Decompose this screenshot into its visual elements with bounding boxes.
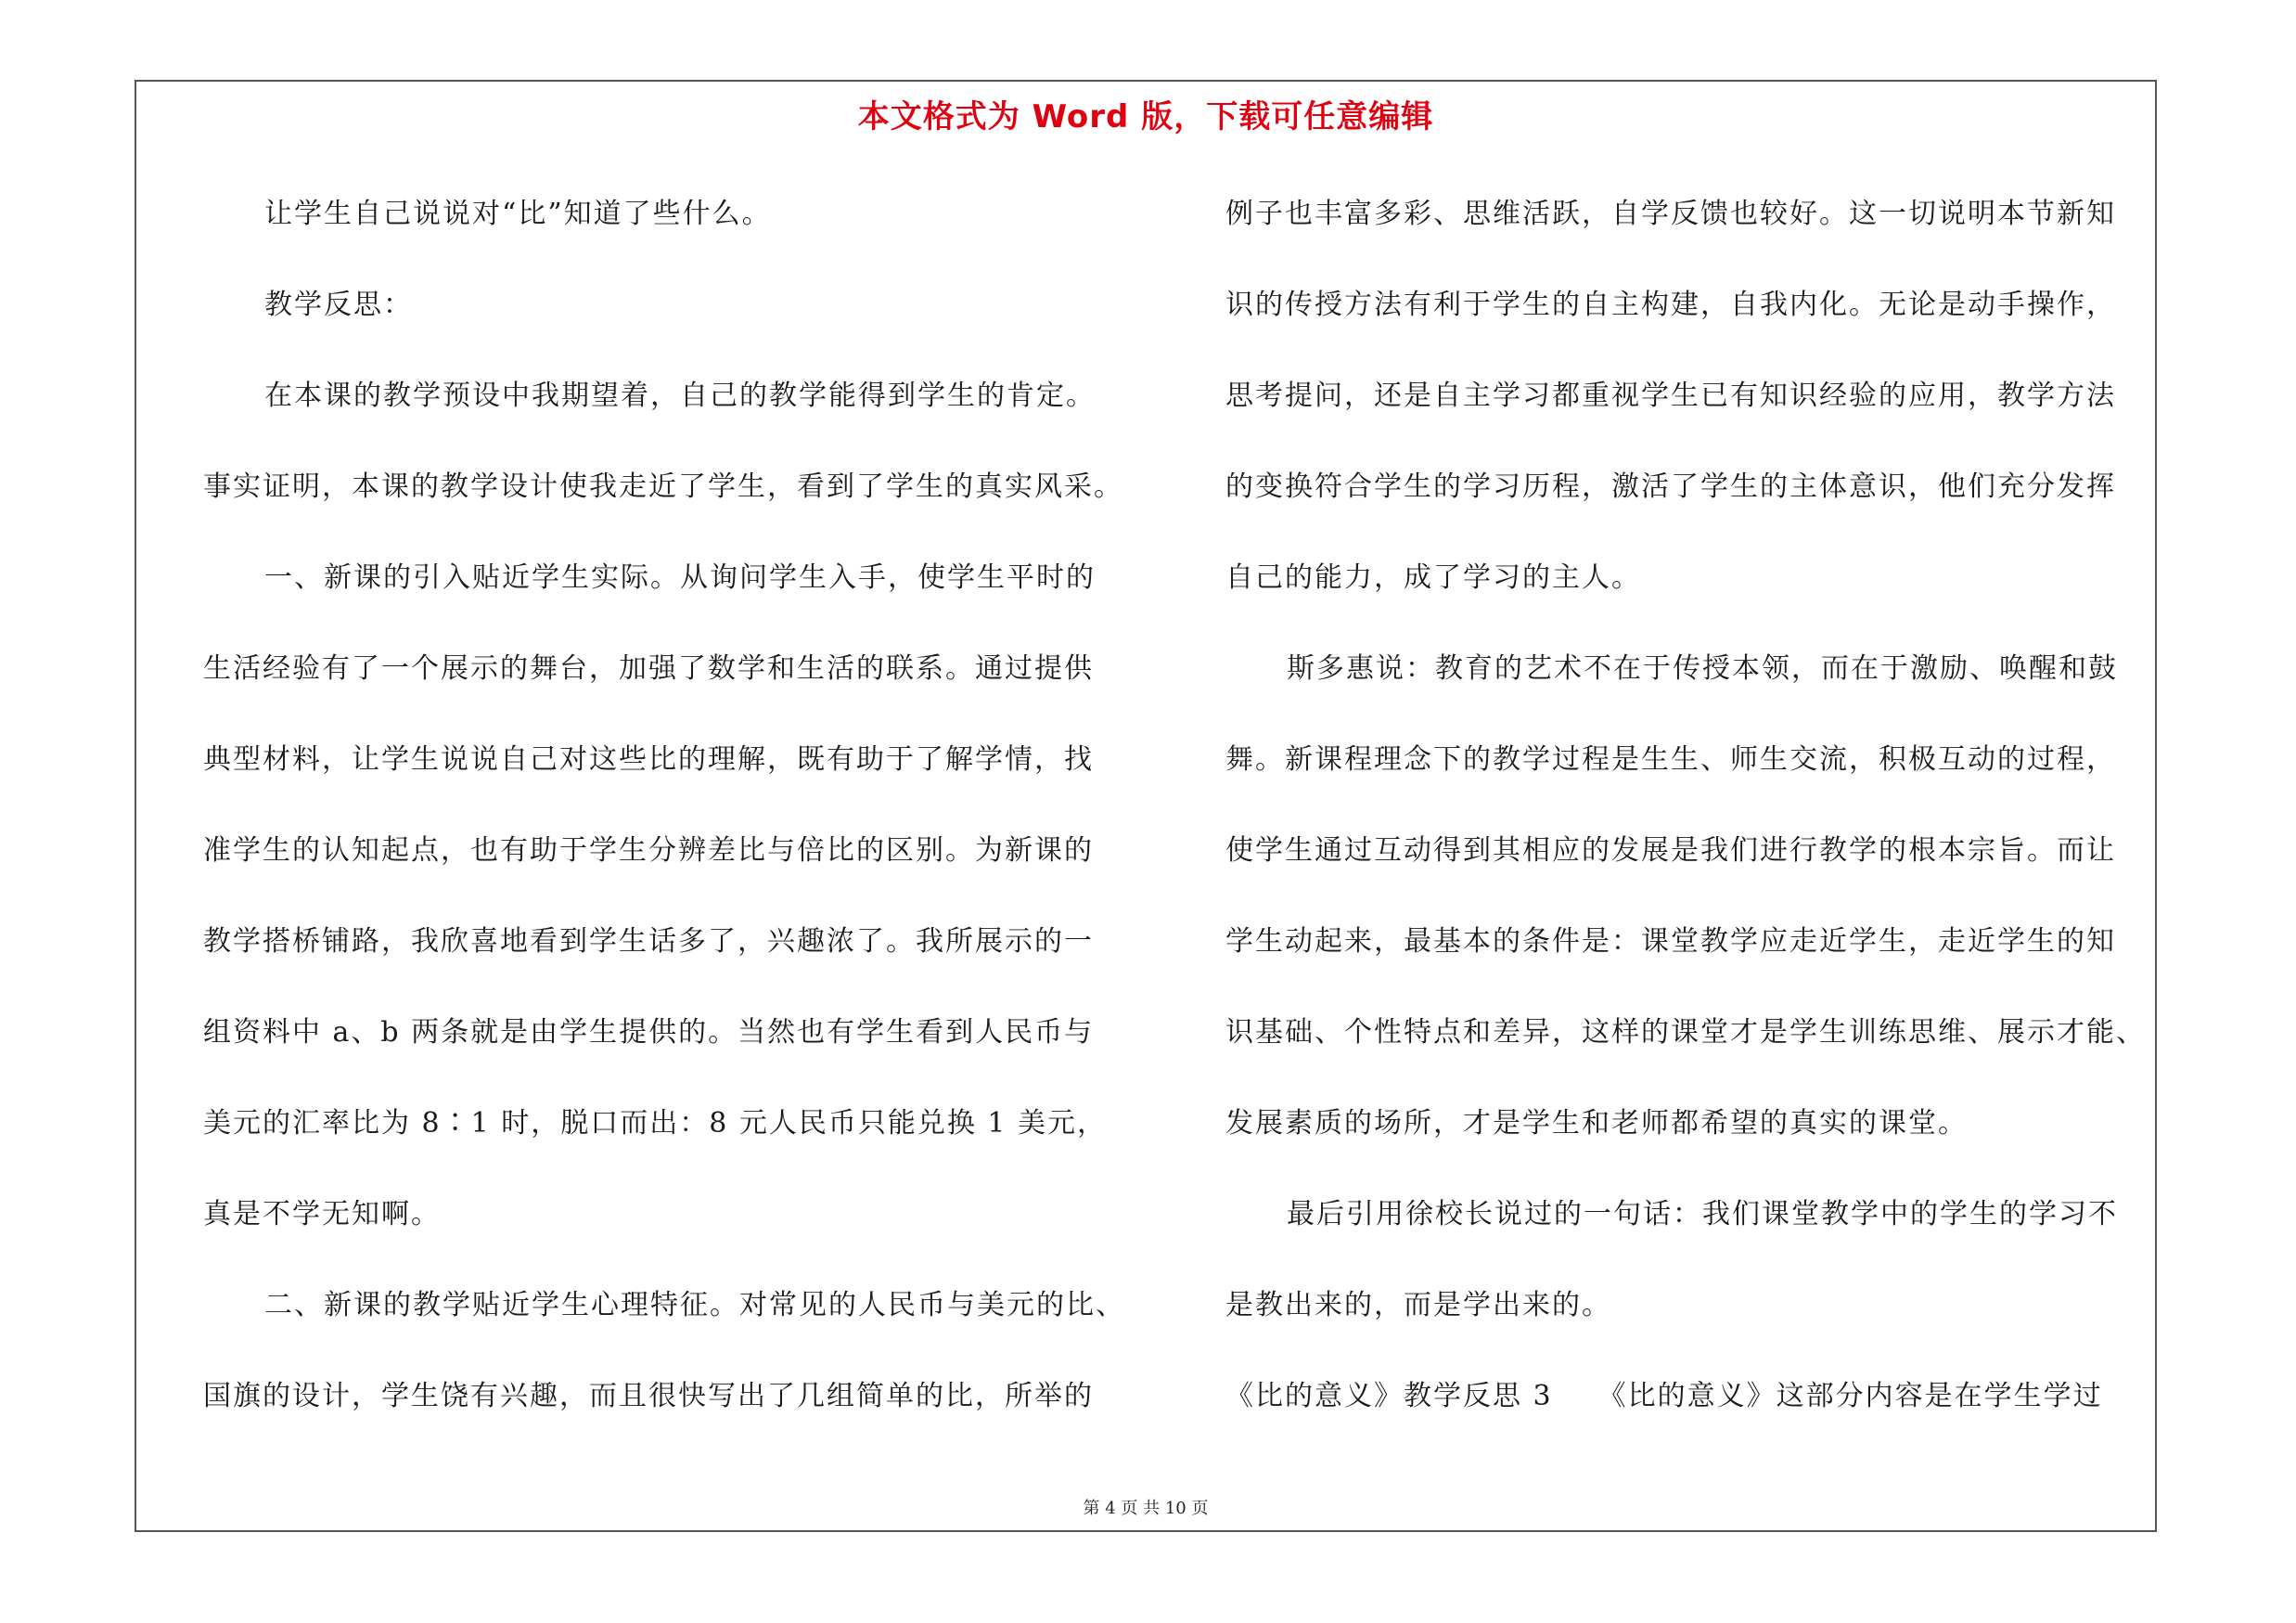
paragraph-line: 让学生自己说说对“比”知道了些什么。 bbox=[264, 198, 772, 230]
paragraph-line: 发展素质的场所，才是学生和老师都希望的真实的课堂。 bbox=[1225, 1107, 1968, 1140]
page-number: 第 4 页 共 10 页 bbox=[1083, 1499, 1209, 1518]
paragraph-line: 学生动起来，最基本的条件是：课堂教学应走近学生，走近学生的知 bbox=[1225, 925, 2116, 958]
paragraph-line: 《比的意义》教学反思 3 《比的意义》这部分内容是在学生学过 bbox=[1225, 1380, 2103, 1412]
paragraph-line: 最后引用徐校长说过的一句话：我们课堂教学中的学生的学习不 bbox=[1287, 1198, 2118, 1230]
paragraph-line: 组资料中 a、b 两条就是由学生提供的。当然也有学生看到人民币与 bbox=[203, 1016, 1095, 1049]
paragraph-line: 的变换符合学生的学习历程，激活了学生的主体意识，他们充分发挥 bbox=[1225, 470, 2116, 503]
paragraph-line: 生活经验有了一个展示的舞台，加强了数学和生活的联系。通过提供 bbox=[203, 652, 1094, 685]
paragraph-line: 美元的汇率比为 8∶1 时，脱口而出：8 元人民币只能兑换 1 美元， bbox=[203, 1107, 1108, 1140]
section-heading: 教学反思： bbox=[264, 289, 413, 321]
document-page bbox=[135, 80, 2157, 1532]
paragraph-line: 使学生通过互动得到其相应的发展是我们进行教学的根本宗旨。而让 bbox=[1225, 834, 2116, 867]
paragraph-line: 国旗的设计，学生饶有兴趣，而且很快写出了几组简单的比，所举的 bbox=[203, 1380, 1094, 1412]
paragraph-line: 斯多惠说：教育的艺术不在于传授本领，而在于激励、唤醒和鼓 bbox=[1287, 652, 2118, 685]
paragraph-line: 准学生的认知起点，也有助于学生分辨差比与倍比的区别。为新课的 bbox=[203, 834, 1094, 867]
paragraph-line: 识的传授方法有利于学生的自主构建，自我内化。无论是动手操作， bbox=[1225, 289, 2116, 321]
paragraph-line: 例子也丰富多彩、思维活跃，自学反馈也较好。这一切说明本节新知 bbox=[1225, 198, 2116, 230]
paragraph-line: 思考提问，还是自主学习都重视学生已有知识经验的应用，教学方法 bbox=[1225, 380, 2116, 412]
paragraph-line: 是教出来的，而是学出来的。 bbox=[1225, 1289, 1611, 1321]
paragraph-line: 二、新课的教学贴近学生心理特征。对常见的人民币与美元的比、 bbox=[264, 1289, 1125, 1321]
paragraph-line: 典型材料，让学生说说自己对这些比的理解，既有助于了解学情，找 bbox=[203, 743, 1094, 776]
paragraph-line: 教学搭桥铺路，我欣喜地看到学生话多了，兴趣浓了。我所展示的一 bbox=[203, 925, 1094, 958]
right-column bbox=[1225, 187, 2146, 1460]
paragraph-line: 一、新课的引入贴近学生实际。从询问学生入手，使学生平时的 bbox=[264, 561, 1096, 594]
paragraph-line: 舞。新课程理念下的教学过程是生生、师生交流，积极互动的过程， bbox=[1225, 743, 2116, 776]
paragraph-line: 事实证明，本课的教学设计使我走近了学生，看到了学生的真实风采。 bbox=[203, 470, 1123, 503]
paragraph-line: 真是不学无知啊。 bbox=[203, 1198, 441, 1230]
paragraph-line: 在本课的教学预设中我期望着，自己的教学能得到学生的肯定。 bbox=[264, 380, 1096, 412]
paragraph-line: 识基础、个性特点和差异，这样的课堂才是学生训练思维、展示才能、 bbox=[1225, 1016, 2146, 1049]
header-banner: 本文格式为 Word 版，下载可任意编辑 bbox=[857, 98, 1434, 135]
left-column bbox=[203, 187, 1140, 1460]
paragraph-line: 自己的能力，成了学习的主人。 bbox=[1225, 561, 1641, 594]
